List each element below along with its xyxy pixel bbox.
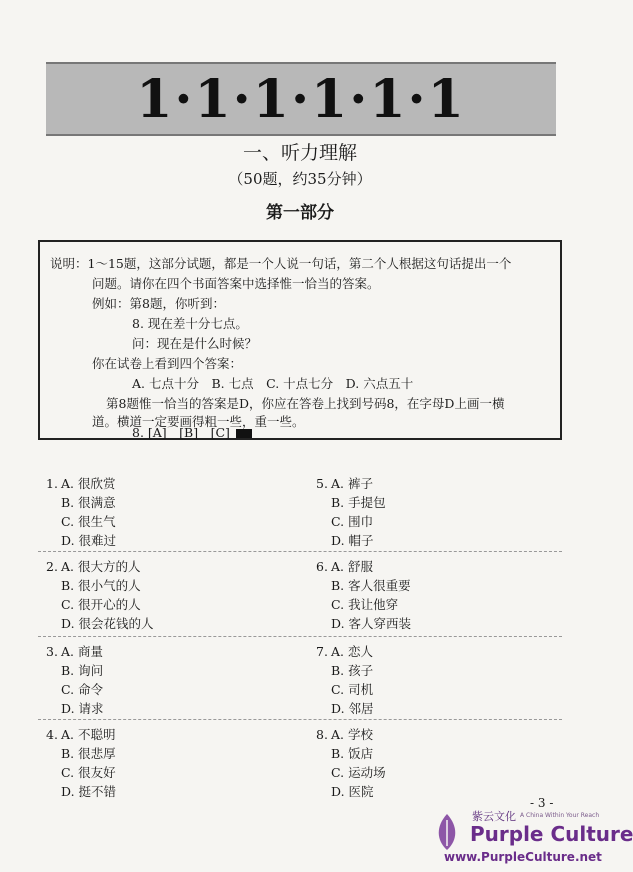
option: C. 很开心的人 [61, 597, 141, 612]
chapter-banner-text: 1·1·1·1·1·1 [136, 68, 466, 130]
option: C. 围巾 [331, 514, 374, 529]
question-divider [38, 719, 562, 720]
question-4 [46, 725, 116, 801]
question-3 [46, 642, 104, 718]
question-divider [38, 551, 562, 552]
answer-example [132, 426, 252, 440]
instructions-line: A. 七点十分 B. 七点 C. 十点七分 D. 六点五十 [132, 376, 414, 391]
option: D. 请求 [61, 701, 104, 716]
option: A. 恋人 [331, 644, 373, 659]
question-number: 2. [46, 559, 58, 574]
filled-answer-mark [236, 429, 252, 438]
option: B. 很满意 [61, 495, 116, 510]
option: B. 饭店 [331, 746, 374, 761]
question-5 [316, 474, 386, 550]
watermark-brand: Purple Culture [470, 822, 633, 846]
option: B. 手提包 [331, 495, 386, 510]
question-number: 6. [316, 559, 328, 574]
question-number: 3. [46, 644, 58, 659]
option: D. 很会花钱的人 [61, 616, 154, 631]
option: A. 很大方的人 [61, 559, 141, 574]
option: C. 运动场 [331, 765, 386, 780]
option: A. 舒服 [331, 559, 373, 574]
instructions-line: 问：现在是什么时候？ [132, 336, 258, 351]
instructions-line: 8. 现在差十分七点。 [132, 316, 248, 331]
section-title: 一、听力理解 [242, 142, 357, 164]
option: D. 很难过 [61, 533, 117, 548]
option: C. 命令 [61, 682, 104, 697]
option: C. 很友好 [61, 765, 116, 780]
option: A. 商量 [61, 644, 103, 659]
option: A. 不聪明 [61, 727, 116, 742]
part-title: 第一部分 [266, 203, 334, 223]
instructions-line: 你在试卷上看到四个答案： [92, 356, 243, 371]
option: B. 客人很重要 [331, 578, 411, 593]
option: A. 很欣赏 [61, 476, 116, 491]
option: B. 孩子 [331, 663, 374, 678]
option: C. 很生气 [61, 514, 116, 529]
option: C. 司机 [331, 682, 374, 697]
question-8 [316, 725, 386, 801]
instructions-line: 问题。请你在四个书面答案中选择惟一恰当的答案。 [92, 276, 380, 291]
bamboo-leaf-icon [432, 812, 462, 852]
watermark-tagline: A China Within Your Reach [520, 812, 600, 819]
question-number: 5. [316, 476, 328, 491]
instructions-line: 例如：第8题，你听到： [92, 296, 225, 311]
answer-example-text: 8. [A] [B] [C] [132, 425, 230, 440]
option: D. 医院 [331, 784, 374, 799]
option: B. 很小气的人 [61, 578, 141, 593]
option: A. 学校 [331, 727, 373, 742]
chapter-banner [46, 62, 556, 136]
question-6 [316, 557, 411, 633]
section-subtitle: （50题，约35分钟） [228, 170, 372, 188]
watermark-logo [432, 808, 633, 866]
option: D. 挺不错 [61, 784, 117, 799]
watermark-cn: 紫云文化 [472, 810, 516, 823]
option: C. 我让他穿 [331, 597, 399, 612]
question-2 [46, 557, 154, 633]
option: D. 邻居 [331, 701, 374, 716]
question-1 [46, 474, 116, 550]
question-number: 7. [316, 644, 328, 659]
question-divider [38, 636, 562, 637]
option: D. 客人穿西装 [331, 616, 412, 631]
question-7 [316, 642, 374, 718]
instructions-line: 说明：1～15题，这部分试题，都是一个人说一句话，第二个人根据这句话提出一个 [50, 256, 512, 271]
question-number: 8. [316, 727, 328, 742]
option: B. 询问 [61, 663, 104, 678]
option: A. 裤子 [331, 476, 373, 491]
option: D. 帽子 [331, 533, 374, 548]
question-number: 1. [46, 476, 58, 491]
instructions-line: 道。横道一定要画得粗一些，重一些。 [92, 414, 305, 429]
option: B. 很悲厚 [61, 746, 116, 761]
watermark-url: www.PurpleCulture.net [444, 850, 602, 864]
instructions-box [38, 240, 562, 440]
instructions-line: 第8题惟一恰当的答案是D，你应在答卷上找到号码8，在字母D上画一横 [106, 396, 505, 411]
question-number: 4. [46, 727, 58, 742]
page-number: - 3 - [530, 796, 554, 810]
